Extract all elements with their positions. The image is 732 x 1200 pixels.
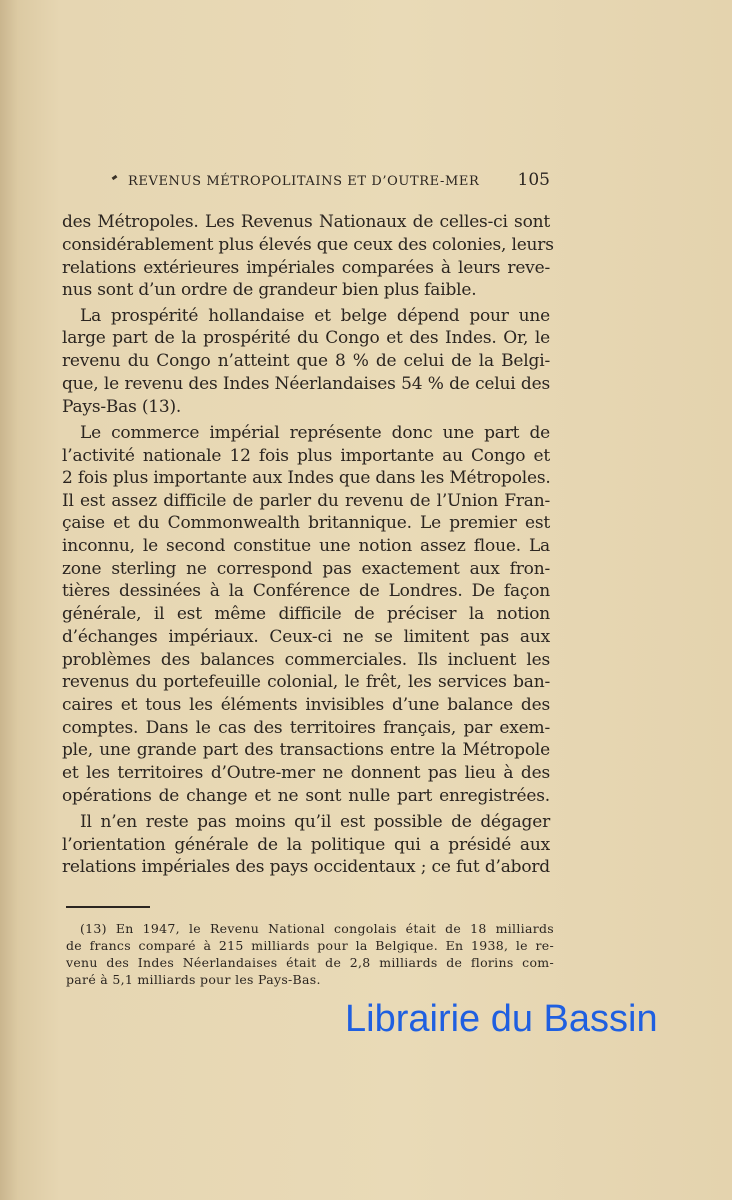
text-line: comptes. Dans le cas des territoires français, par exem-	[62, 718, 550, 738]
text-line: générale, il est même difficile de préciser la notion	[62, 604, 550, 624]
footnote-line: de francs comparé à 215 milliards pour la Belgique. En 1938, le re-	[66, 938, 554, 953]
text-line: revenus du portefeuille colonial, le frêt, les services ban-	[62, 672, 550, 692]
text-line: l’orientation générale de la politique qui a présidé aux	[62, 835, 550, 855]
text-line: zone sterling ne correspond pas exactement aux fron-	[62, 559, 550, 579]
text-line: problèmes des balances commerciales. Ils incluent les	[62, 650, 550, 670]
text-line: La prospérité hollandaise et belge dépend pour une	[80, 306, 550, 326]
text-line: nus sont d’un ordre de grandeur bien plus faible.	[62, 280, 477, 300]
footnote-separator	[66, 906, 150, 908]
text-line: et les territoires d’Outre-mer ne donnent pas lieu à des	[62, 763, 550, 783]
ink-speck	[112, 175, 118, 180]
text-line: relations impériales des pays occidentaux ; ce fut d’abord	[62, 857, 550, 877]
text-line: çaise et du Commonwealth britannique. Le premier est	[62, 513, 550, 533]
text-line: l’activité nationale 12 fois plus importante au Congo et	[62, 446, 550, 466]
footnote-line: venu des Indes Néerlandaises était de 2,8 milliards de florins com-	[66, 955, 554, 970]
text-line: ple, une grande part des transactions entre la Métropole	[62, 740, 550, 760]
text-line: relations extérieures impériales comparées à leurs reve-	[62, 258, 550, 278]
text-line: Il n’en reste pas moins qu’il est possible de dégager	[80, 812, 550, 832]
text-line: Le commerce impérial représente donc une part de	[80, 423, 550, 443]
text-line: des Métropoles. Les Revenus Nationaux de celles-ci sont	[62, 212, 550, 232]
footnote-line: (13) En 1947, le Revenu National congolais était de 18 milliards	[80, 921, 554, 936]
text-line: inconnu, le second constitue une notion assez floue. La	[62, 536, 550, 556]
text-line: opérations de change et ne sont nulle part enregistrées.	[62, 786, 550, 806]
running-title: REVENUS MÉTROPOLITAINS ET D’OUTRE-MER	[128, 174, 480, 189]
text-line: caires et tous les éléments invisibles d’une balance des	[62, 695, 550, 715]
footnote-line: paré à 5,1 milliards pour les Pays-Bas.	[66, 972, 321, 987]
running-header	[128, 170, 550, 190]
text-line: large part de la prospérité du Congo et des Indes. Or, le	[62, 328, 550, 348]
text-line: 2 fois plus importante aux Indes que dans les Métropoles.	[62, 468, 551, 488]
text-line: Pays-Bas (13).	[62, 397, 182, 417]
text-line: d’échanges impériaux. Ceux-ci ne se limitent pas aux	[62, 627, 550, 647]
text-line: Il est assez difficile de parler du revenu de l’Union Fran-	[62, 491, 550, 511]
text-line: tières dessinées à la Conférence de Londres. De façon	[62, 581, 550, 601]
watermark: Librairie du Bassin	[345, 998, 658, 1040]
text-line: revenu du Congo n’atteint que 8 % de celui de la Belgi-	[62, 351, 550, 371]
page-number: 105	[517, 170, 550, 190]
text-line: considérablement plus élevés que ceux des colonies, leurs	[62, 235, 554, 255]
text-line: que, le revenu des Indes Néerlandaises 54 % de celui des	[62, 374, 550, 394]
